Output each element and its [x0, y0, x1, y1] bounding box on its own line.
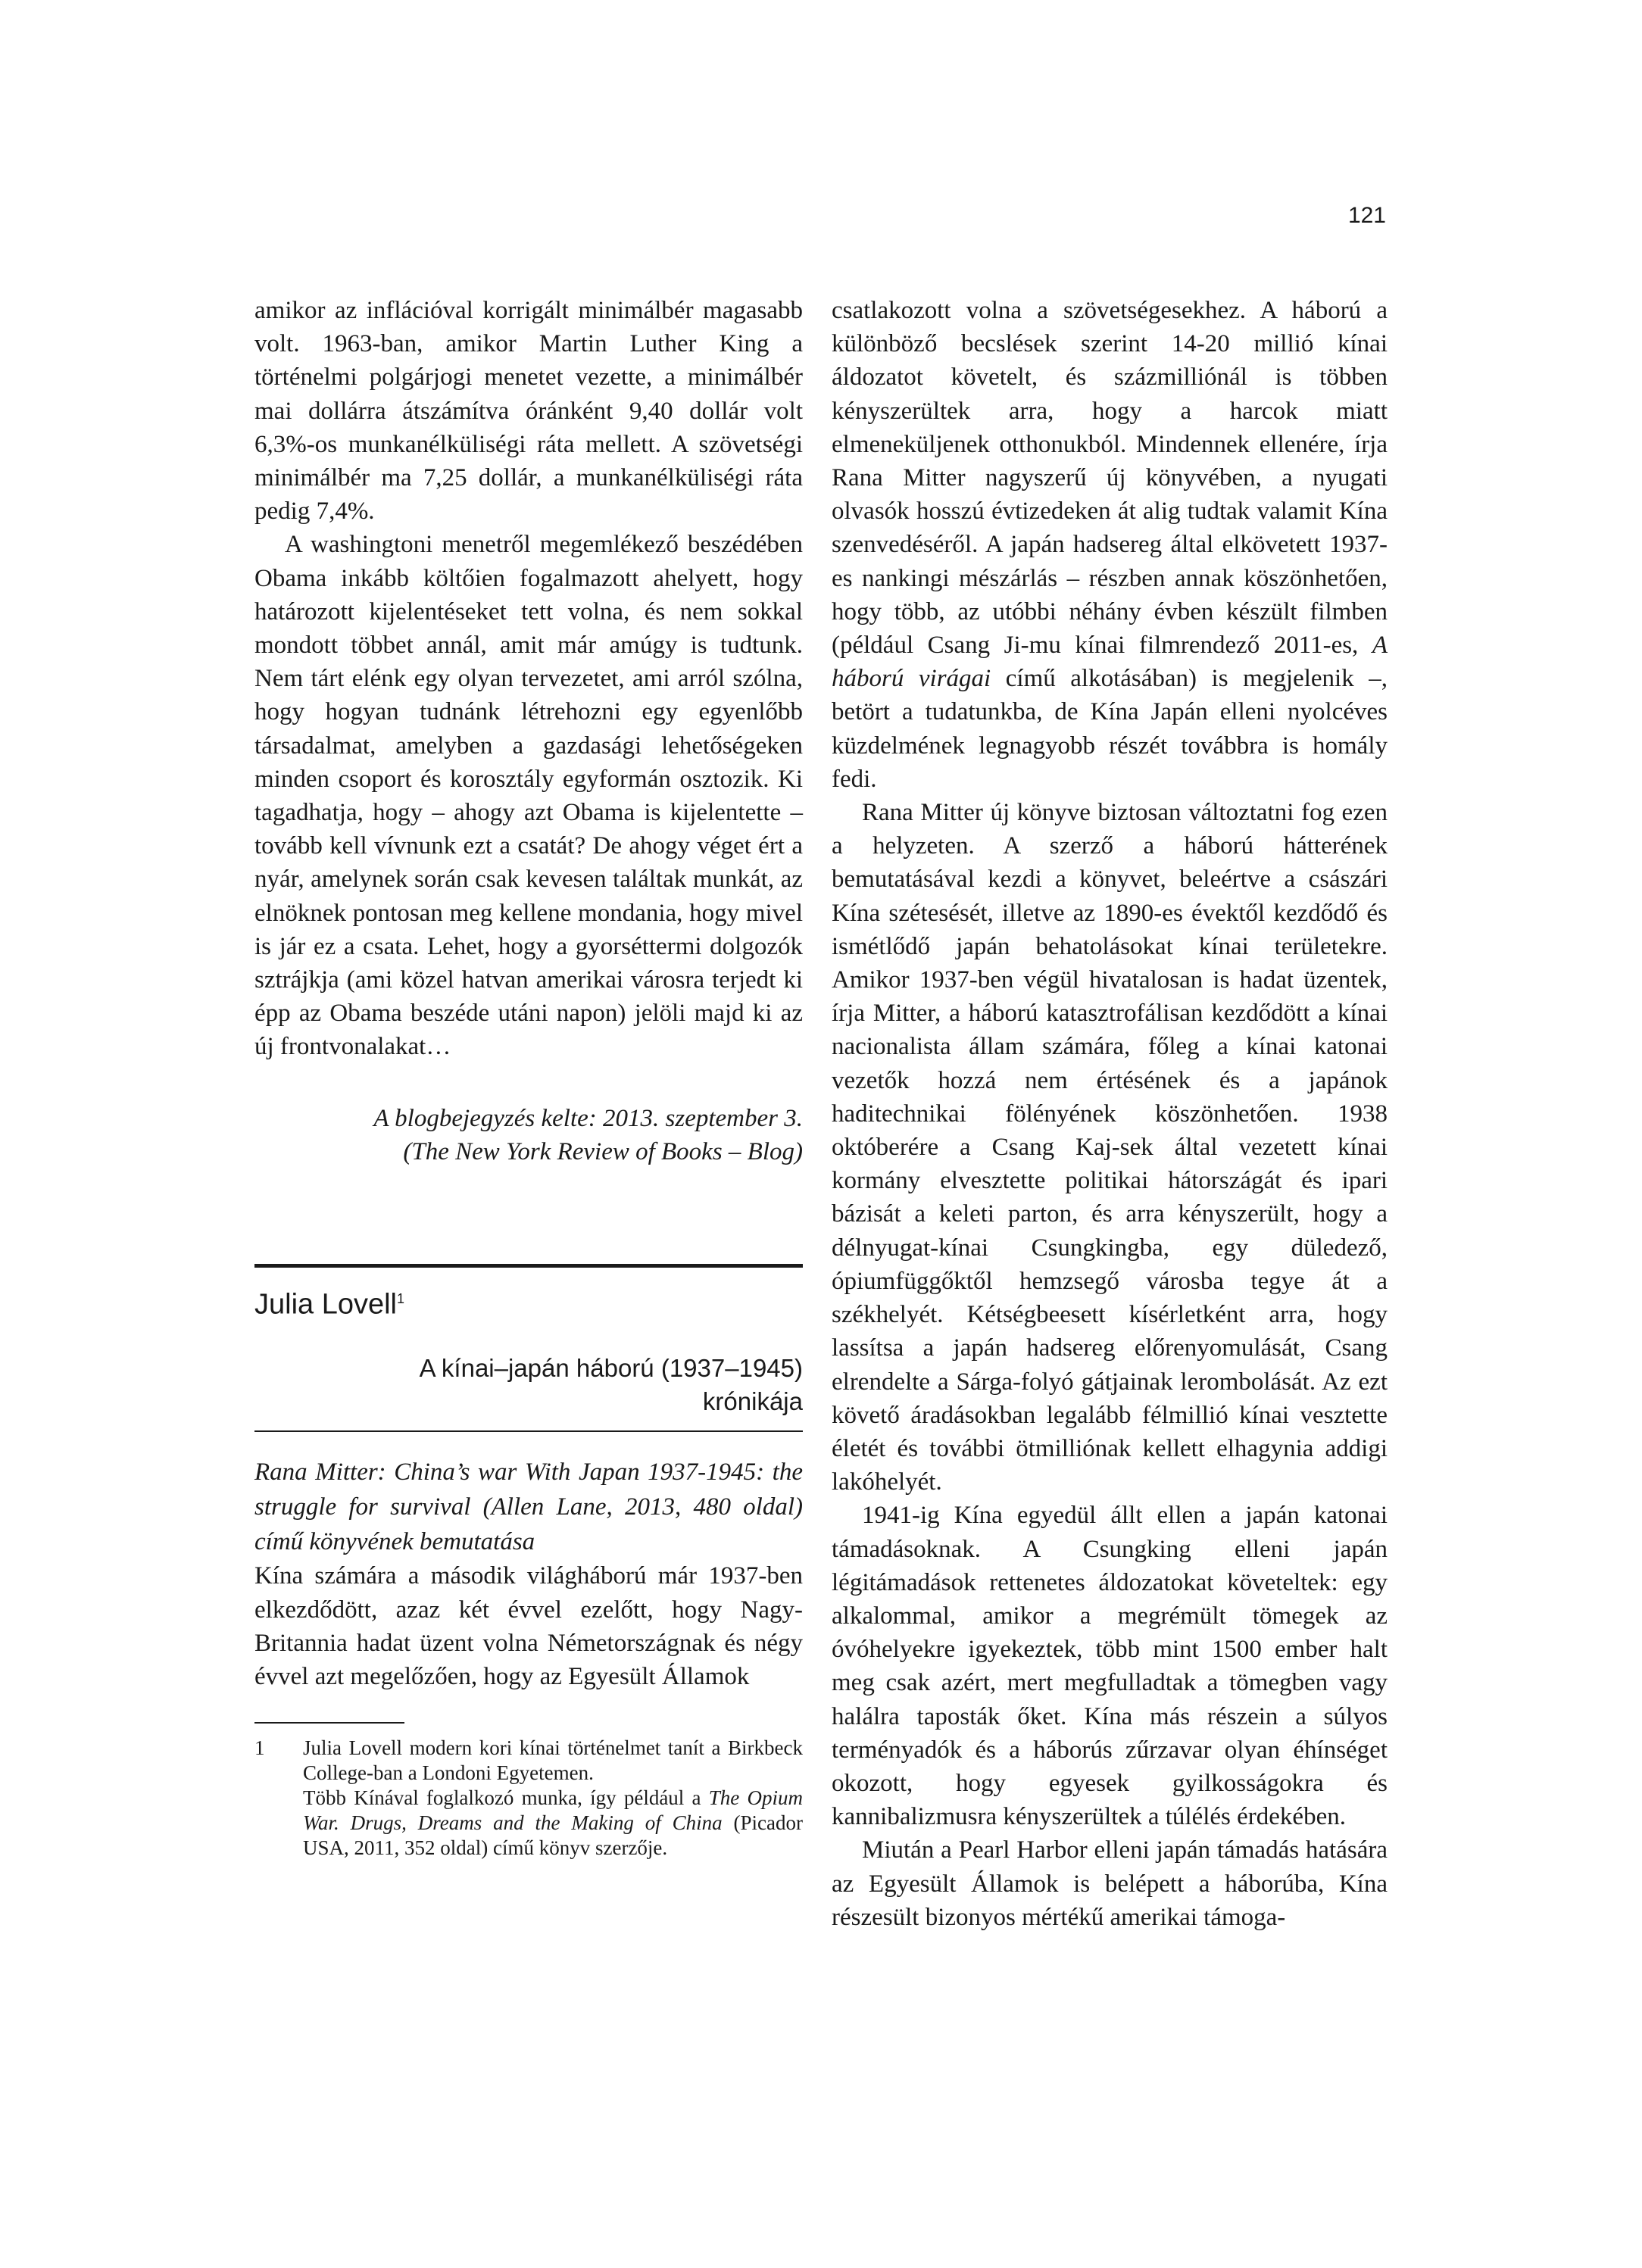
footnote-text [303, 1736, 803, 1861]
author-heading [254, 1281, 803, 1322]
article-title-line: A kínai–japán háború (1937–1945) [419, 1354, 803, 1383]
article-title [254, 1352, 803, 1418]
section-divider [254, 1264, 803, 1268]
footnote-divider [254, 1722, 404, 1724]
body-paragraph: Rana Mitter új könyve biztosan változtatni fog ezen a helyzeten. A szerző a háború hátterének bemutatásával kezdi a könyvet, beleértve a császári Kína szétesését, illetve az 1890-es évektől kezdődő és ismétlődő japán behatolásokat kínai területekre. Amikor 1937-ben végül hivatalosan is hadat üzentek, írja Mitter, a háború katasztrofálisan kezdődött a kínai nacionalista állam számára, főleg a kínai katonai vezetők hozzá nem értésének és a japánok haditechnikai fölényének köszönhetően. 1938 októberére a Csang Kaj-sek által vezetett kínai kormány elvesztette politikai hátországát és ipari bázisát a keleti parton, és arra kényszerült, hogy a délnyugat-kínai Csungkingba, egy düledező, ópiumfüggőktől hemzsegő városba tegye át a székhelyét. Kétségbeesett kísérletként arra, hogy lassítsa a japán hadsereg előrenyomulását, Csang elrendelte a Sárga-folyó gátjainak lerombolását. Az ezt követő áradásokban legalább félmillió kínai vesztette életét és további ötmilliónak kellett elhagynia addigi lakóhelyét. [832, 799, 1388, 1496]
footnote [254, 1736, 803, 1861]
footnote-line-text: (Picador USA, 2011, 352 oldal) című könyv szerzője. [303, 1811, 804, 1860]
left-column [254, 294, 803, 1861]
body-paragraph: Miután a Pearl Harbor elleni japán támadás hatására az Egyesült Államok is belépett a háborúba, Kína részesült bizonyos mértékű amerikai támoga- [832, 1836, 1388, 1931]
signature-source: (The New York Review of Books – Blog) [403, 1137, 803, 1165]
right-column [832, 294, 1388, 1934]
article-title-line: krónikája [702, 1387, 803, 1416]
signature-date: A blogbejegyzés kelte: 2013. szeptember 3. [373, 1104, 803, 1132]
body-paragraph [832, 294, 1388, 796]
footnote-line: Julia Lovell modern kori kínai történelmet tanít a Birkbeck College-ban a Londoni Egyetemen. [303, 1736, 803, 1785]
body-paragraph: A washingtoni menetről megemlékező beszédében Obama inkább költőien fogalmazott ahelyett, hogy határozott kijelentéseket tett volna, és nem sokkal mondott többet annál, amit már amúgy is tudtunk. Nem tárt elénk egy olyan tervezetet, ami arról szólna, hogy hogyan tudnánk létrehozni egy egyenlőbb társadalmat, amelyben a gazdasági lehetőségeken minden csoport és korosztály egyformán osztozik. Ki tagadhatja, hogy – ahogy azt Obama is kijelentette – tovább kell vívnunk ezt a csatát? De ahogy véget ért a nyár, amelynek során csak kevesen találtak munkát, az elnöknek pontosan meg kellene mondania, hogy mivel is jár ez a csata. Lehet, hogy a gyorséttermi dolgozók sztrájkja (ami közel hatvan amerikai városra terjedt ki épp az Obama beszéde utáni napon) jelöli majd ki az új frontvonalakat… [254, 531, 803, 1061]
body-paragraph: amikor az inflációval korrigált minimálbér magasabb volt. 1963-ban, amikor Martin Luther King a történelmi polgárjogi menetet vezette, a minimálbér mai dollárra átszámítva óránként 9,40 dollár volt 6,3%-os munkanélküliségi ráta mellett. A szövetségi minimálbér ma 7,25 dollár, a munkanélküliségi ráta pedig 7,4%. [254, 297, 803, 526]
page-number: 121 [1347, 203, 1386, 228]
footnote-book-title: The Opium War. Drugs, Dreams and the Making of China [303, 1786, 803, 1835]
title-divider [254, 1430, 803, 1432]
blog-signature [254, 1102, 803, 1168]
footnote-line [303, 1786, 803, 1861]
article-subtitle: Rana Mitter: China’s war With Japan 1937-1945: the struggle for survival (Allen Lane, 2013, 480 oldal) című könyvének bemutatása [254, 1458, 803, 1556]
body-text: című alkotásában) is megjelenik –, betört a tudatunkba, de Kína Japán elleni nyolcéves küzdelmének legnagyobb részét továbbra is homály fedi. [832, 665, 1388, 793]
footnote-line-text: Több Kínával foglalkozó munka, így például a [303, 1786, 701, 1810]
author-name: Julia Lovell [254, 1288, 397, 1321]
footnote-reference[interactable]: 1 [397, 1290, 405, 1306]
intro-paragraph: Kína számára a második világháború már 1937-ben elkezdődött, azaz két évvel ezelőtt, hogy Nagy-Britannia hadat üzent volna Németországnak és négy évvel azt megelőzően, hogy az Egyesült Államok [254, 1562, 803, 1690]
body-text: csatlakozott volna a szövetségesekhez. A háború a különböző becslések szerint 14-20 millió kínai áldozatot követelt, és százmilliónál is többen kényszerültek arra, hogy a harcok miatt elmenekülјenek otthonukból. Mindennek ellenére, írja Rana Mitter nagyszerű új könyvében, a nyugati olvasók hosszú évtizedeken át alig tudtak valamit Kína szenvedéséről. A japán hadsereg által elkövetett 1937-es nankingi mészárlás – részben annak köszönhetően, hogy több, az utóbbi néhány évben készült filmben (például Csang Ji-mu kínai filmrendező 2011-es, [832, 297, 1388, 660]
body-paragraph: 1941-ig Kína egyedül állt ellen a japán katonai támadásoknak. A Csungking elleni japán légitámadások rettenetes áldozatokat követeltek: egy alkalommal, amikor a megrémült tömegek az óvóhelyekre igyekeztek, több mint 1500 ember halt meg csak azért, mert megfulladtak a tömegben vagy halálra taposták őket. Kína más részein a súlyos terményadók és a háborús zűrzavar olyan éhínséget okozott, hogy egyesek gyilkosságokra és kannibalizmusra kényszerültek a túlélés érdekében. [832, 1502, 1388, 1831]
footnote-number: 1 [254, 1736, 265, 1760]
film-title: A háború virágai [832, 632, 1388, 693]
